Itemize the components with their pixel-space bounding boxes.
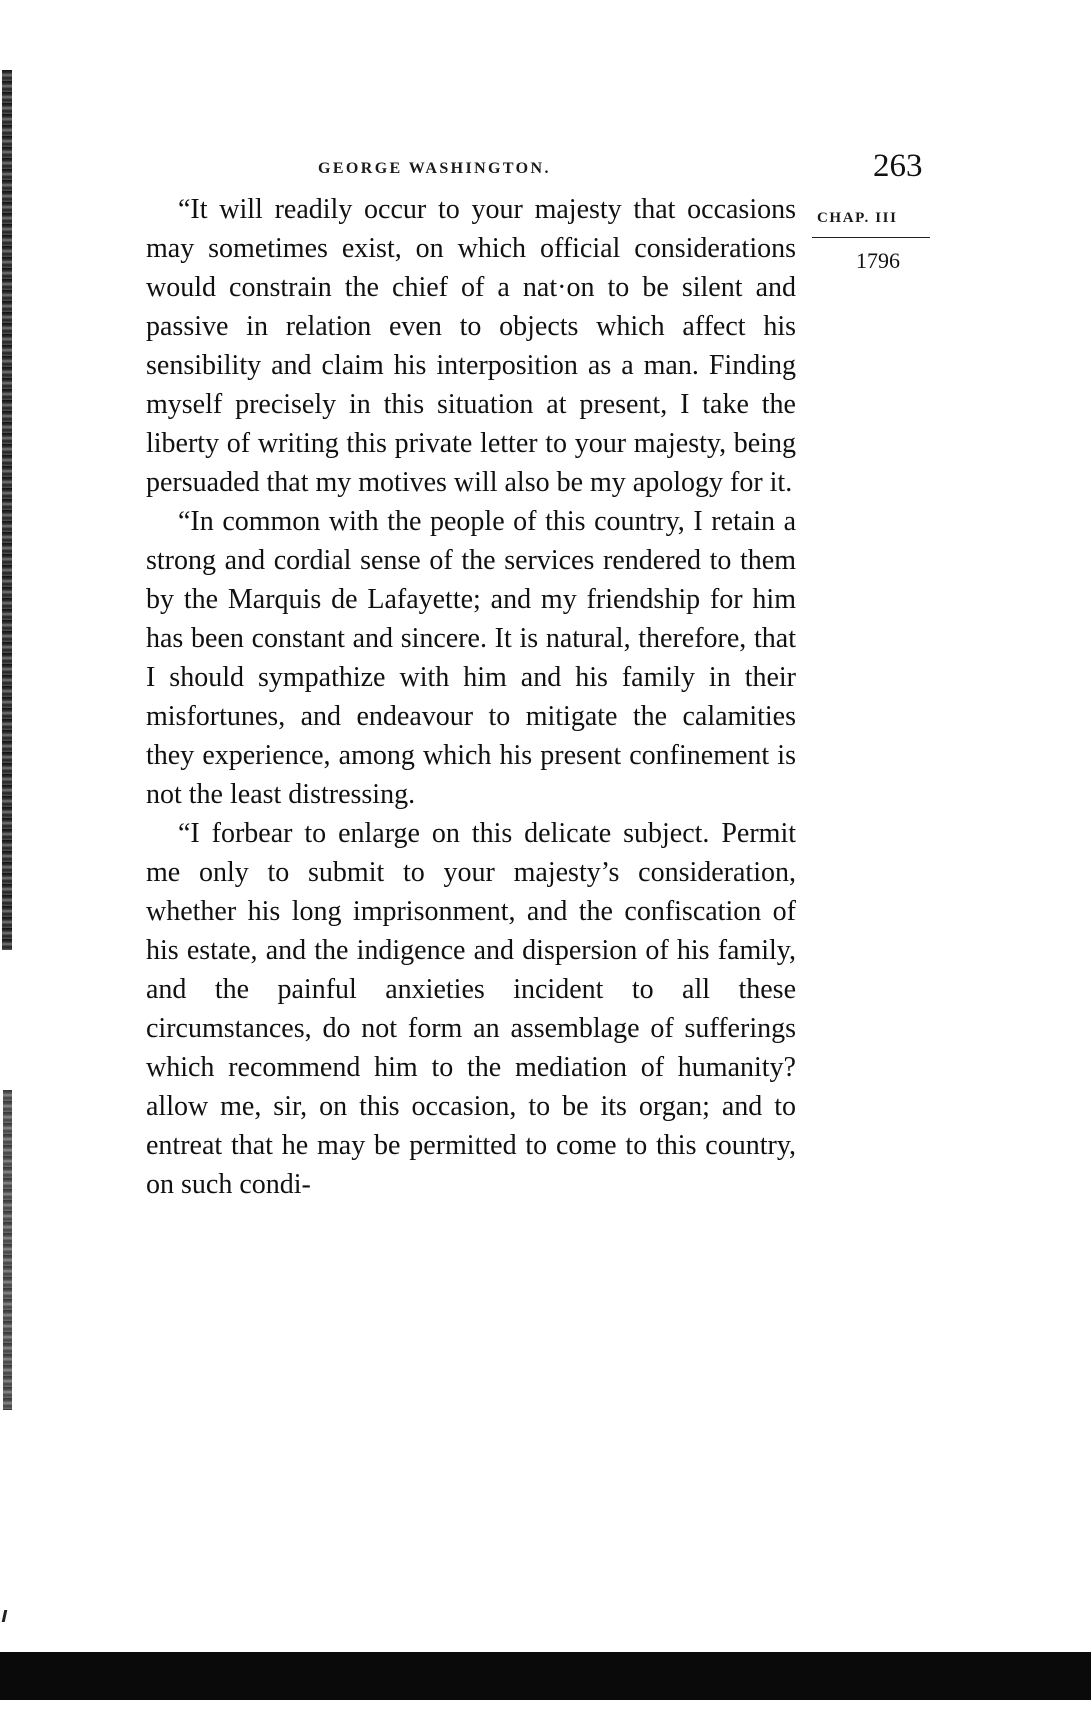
margin-rule — [812, 237, 930, 238]
paragraph-2: “In common with the people of this country, I retain a strong and cordial sense of the services rendered to them by the Marquis de Lafayette; and my friendship for him has been constant and sincere. It is natural, therefore, that I should sympathize with him and his family in their misfortunes, and endeavour to mitigate the calamities they experience, among which his present confinement is not the least distressing. — [146, 506, 796, 810]
scan-speck — [2, 1610, 8, 1622]
binding-edge-shadow — [2, 70, 12, 950]
running-head: GEORGE WASHINGTON. — [318, 160, 551, 177]
margin-year: 1796 — [856, 248, 900, 273]
page-number: 263 — [873, 148, 923, 184]
margin-chapter-label: CHAP. III — [817, 210, 898, 226]
body-text — [146, 190, 796, 1204]
paragraph-3: “I forbear to enlarge on this delicate subject. Permit me only to submit to your majesty’s consideration, whether his long imprisonment, and the confiscation of his estate, and the indigence and dispersion of his family, and the painful anxieties incident to all these circumstances, do not form an assemblage of sufferings which recommend him to the mediation of humanity? allow me, sir, on this occasion, to be its organ; and to entreat that he may be permitted to come to this country, on such condi- — [146, 818, 796, 1200]
binding-edge-shadow-lower — [3, 1090, 12, 1410]
scan-bottom-edge — [0, 1652, 1091, 1700]
paragraph-1: “It will readily occur to your majesty that occasions may sometimes exist, on which official considerations would constrain the chief of a nat·on to be silent and passive in relation even to objects which affect his sensibility and claim his interposition as a man. Finding myself precisely in this situation at present, I take the liberty of writing this private letter to your majesty, being persuaded that my motives will also be my apology for it. — [146, 194, 796, 498]
